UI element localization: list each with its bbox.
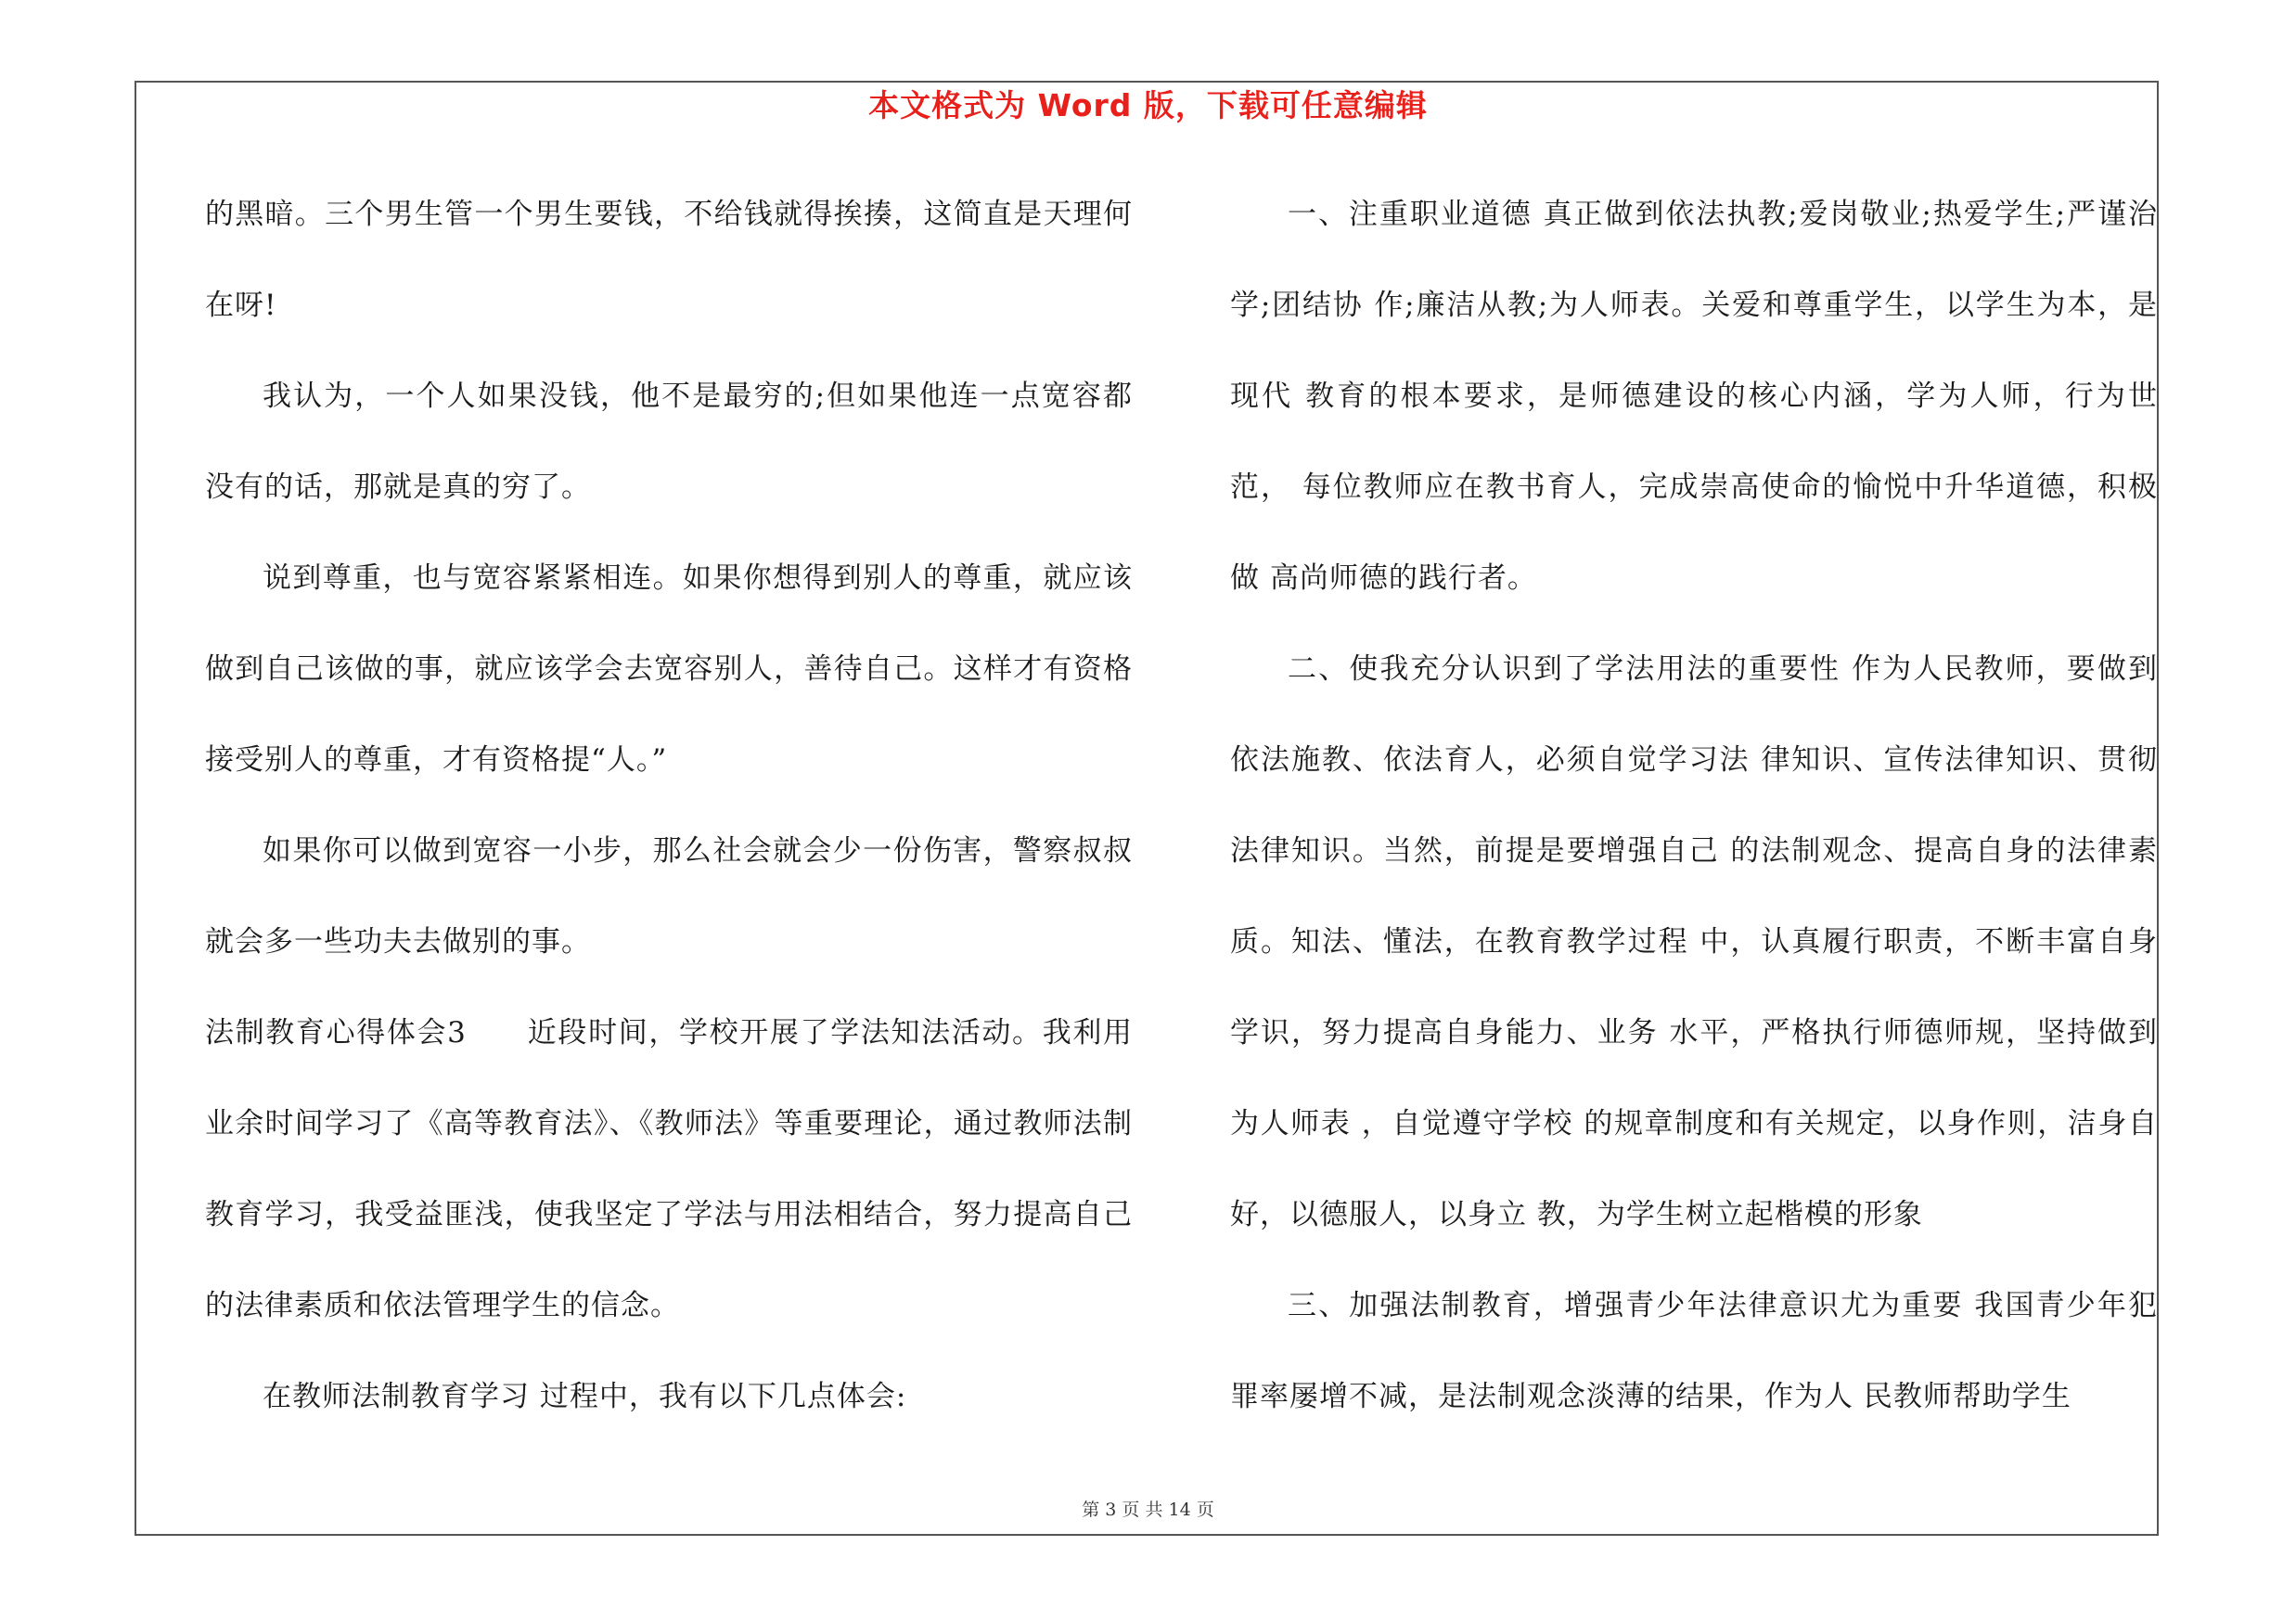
left-paragraph-3: 说到尊重，也与宽容紧紧相连。如果你想得到别人的尊重，就应该做到自己该做的事，就应该学会去宽容别人，善待自己。这样才有资格接受别人的尊重，才有资格提“人。” bbox=[205, 561, 1133, 777]
left-paragraph-4: 如果你可以做到宽容一小步，那么社会就会少一份伤害，警察叔叔就会多一些功夫去做别的事。 bbox=[205, 834, 1133, 959]
left-paragraph-1: 的黑暗。三个男生管一个男生要钱，不给钱就得挨揍，这简直是天理何在呀! bbox=[205, 198, 1133, 322]
left-paragraph-6: 在教师法制教育学习 过程中，我有以下几点体会: bbox=[263, 1380, 907, 1413]
left-paragraph-2: 我认为，一个人如果没钱，他不是最穷的;但如果他连一点宽容都没有的话，那就是真的穷了。 bbox=[205, 380, 1133, 504]
left-paragraph-5: 法制教育心得体会3 近段时间，学校开展了学法知法活动。我利用业余时间学习了《高等教育法》、《教师法》等重要理论，通过教师法制教育学习，我受益匪浅，使我坚定了学法与用法相结合，努力提高自己的法律素质和依法管理学生的信念。 bbox=[205, 1016, 1133, 1322]
right-paragraph-3: 三、加强法制教育，增强青少年法律意识尤为重要 我国青少年犯罪率屡增不减，是法制观念淡薄的结果，作为人 民教师帮助学生 bbox=[1230, 1289, 2158, 1413]
right-paragraph-2: 二、使我充分认识到了学法用法的重要性 作为人民教师，要做到依法施教、依法育人，必须自觉学习法 律知识、宣传法律知识、贯彻法律知识。当然，前提是要增强自己 的法制观念、提高自身的法律素质。知法、懂法，在教育教学过程 中，认真履行职责，不断丰富自身学识，努力提高自身能力、业务 水平，严格执行师德师规，坚持做到 为人师表 ，自觉遵守学校 的规章制度和有关规定，以身作则，洁身自好，以德服人，以身立 教，为学生树立起楷模的形象 bbox=[1230, 652, 2158, 1231]
right-paragraph-1: 一、注重职业道德 真正做到依法执教;爱岗敬业;热爱学生;严谨治学;团结协 作;廉洁从教;为人师表。关爱和尊重学生，以学生为本，是现代 教育的根本要求，是师德建设的核心内涵，学为人师，行为世范， 每位教师应在教书育人，完成崇高使命的愉悦中升华道德，积极做 高尚师德的践行者。 bbox=[1230, 198, 2158, 595]
page-number-footer: 第 3 页 共 14 页 bbox=[1082, 1500, 1214, 1520]
format-banner: 本文格式为 Word 版，下载可任意编辑 bbox=[868, 87, 1428, 123]
right-column bbox=[1230, 169, 2158, 1442]
left-column bbox=[205, 169, 1133, 1442]
